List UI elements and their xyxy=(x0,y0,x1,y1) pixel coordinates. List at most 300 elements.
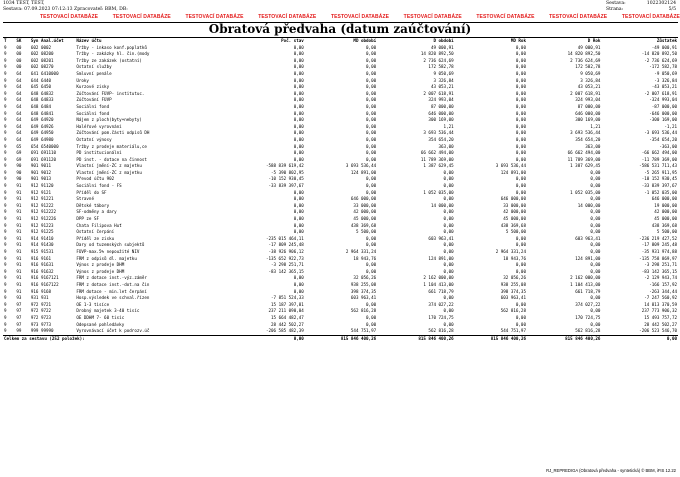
table-cell: 0,00 xyxy=(590,321,601,327)
table-cell: 9 xyxy=(4,117,7,123)
table-row xyxy=(3,51,678,58)
table-cell: 0,00 xyxy=(293,216,304,222)
table-cell: 0,00 xyxy=(293,209,304,215)
table-cell: 65 xyxy=(16,143,22,149)
table-row xyxy=(3,289,678,296)
column-header: T xyxy=(4,38,7,43)
table-cell: 0,00 xyxy=(443,222,454,228)
table-row xyxy=(3,170,678,177)
table-cell: -43 053,21 xyxy=(651,84,677,90)
table-row xyxy=(3,71,678,78)
table-cell: 0,00 xyxy=(443,242,454,248)
table-cell: 0,00 xyxy=(443,249,454,254)
table-cell: 912 912222 xyxy=(30,209,57,215)
table-cell: 1 387 629,45 xyxy=(570,163,601,169)
table-cell: 0,00 xyxy=(366,321,377,327)
table-cell: 0,00 xyxy=(366,44,377,50)
table-cell: 300 169,00 xyxy=(428,117,454,123)
table-cell: 91 xyxy=(16,288,22,294)
table-cell: 9 xyxy=(4,275,7,281)
table-cell: 64 xyxy=(16,130,22,136)
table-cell: 0,00 xyxy=(515,123,526,129)
table-cell: 0,00 xyxy=(515,268,526,274)
table-cell: 0,00 xyxy=(443,176,454,182)
table-cell: -2 736 624,69 xyxy=(644,57,677,63)
table-row xyxy=(3,203,678,210)
table-cell: 0,00 xyxy=(590,196,601,202)
table-cell: 11 789 369,00 xyxy=(567,156,601,162)
table-cell: Kurzové zisky xyxy=(76,84,110,90)
table-cell: 0,00 xyxy=(515,64,526,70)
table-cell: -363,00 xyxy=(659,143,677,149)
table-cell: 0,00 xyxy=(293,136,304,142)
table-row xyxy=(3,84,678,91)
table-cell: -33 839 397,67 xyxy=(641,183,677,189)
table-cell: 9 xyxy=(4,314,7,320)
table-cell: -235 015 464,11 xyxy=(265,235,304,241)
table-cell: 170 724,75 xyxy=(428,314,454,320)
report-header-left xyxy=(3,1,128,13)
table-cell: -9 050,69 xyxy=(654,70,677,76)
table-cell: 91 xyxy=(16,249,22,254)
table-cell: 912 91225 xyxy=(30,229,54,235)
table-cell: 691 691110 xyxy=(30,150,57,156)
table-cell: 0,00 xyxy=(443,183,454,189)
table-cell: 49 000,91 xyxy=(577,44,601,50)
header-line-2: Sestava: 07.09.2023 07:12:13 Zpracovateľ: BBM, DB: xyxy=(3,7,128,12)
table-cell: 562 816,28 xyxy=(428,328,454,334)
header-line-1: 1034 TEST, TEST, xyxy=(3,1,45,6)
table-cell: Nájem z ploch(byty+nebyty) xyxy=(76,117,142,123)
table-cell: 9 050,69 xyxy=(580,70,601,76)
table-cell: 9 xyxy=(4,281,7,287)
watermark-strip xyxy=(40,14,680,20)
table-cell: 9 xyxy=(4,130,7,136)
table-cell: 0,00 xyxy=(515,136,526,142)
total-label: Celkem za sestavu (252 položek): xyxy=(3,335,232,342)
table-cell: -263 344,44 xyxy=(649,288,677,294)
table-cell: 9 xyxy=(4,328,7,334)
table-cell: Vlastní jmění-ZC z majetku xyxy=(76,169,142,175)
table-cell: -2 007 618,91 xyxy=(644,90,677,96)
table-cell: 9 xyxy=(4,262,7,268)
table-cell: 00 xyxy=(16,51,22,57)
table-cell: 912 9121 xyxy=(30,189,52,195)
table-cell: -3 693 536,44 xyxy=(644,130,677,136)
table-cell: 0,00 xyxy=(293,64,304,70)
table-cell: 9 xyxy=(4,255,7,261)
table-row xyxy=(3,117,678,124)
table-cell: 931 931 xyxy=(30,295,49,301)
table-cell: Hosp.výsledek ve schval.řízen xyxy=(76,295,150,301)
table-cell: 91 xyxy=(16,255,22,261)
table-cell: 32 056,26 xyxy=(503,275,526,281)
table-cell: 0,00 xyxy=(590,169,601,175)
table-cell: DPP ze SF xyxy=(76,216,100,222)
table-cell: Ostatní služby xyxy=(76,64,112,70)
table-cell: Zúčtování pom.části odpisů DH xyxy=(76,130,150,136)
table-cell: -324 993,04 xyxy=(649,97,677,103)
table-cell: -66 662 494,00 xyxy=(641,150,677,156)
table-cell: FRM z odpisů dl. majetku xyxy=(76,255,137,261)
watermark-text: TESTOVACÍ DATABÁZE xyxy=(258,14,317,20)
table-cell: 0,00 xyxy=(443,321,454,327)
table-cell: 2 964 331,24 xyxy=(345,249,377,254)
table-cell: 90 xyxy=(16,163,22,169)
table-cell: 97 xyxy=(16,308,22,314)
table-cell: 3 693 536,44 xyxy=(423,130,454,136)
table-cell: 9 xyxy=(4,51,7,57)
table-row xyxy=(3,249,678,256)
table-cell: 0,00 xyxy=(293,130,304,136)
table-cell: 9 xyxy=(4,209,7,215)
table-cell: 124 891,00 xyxy=(428,255,454,261)
table-cell: 648 64841 xyxy=(30,110,54,116)
table-row xyxy=(3,315,678,322)
table-cell: 91 xyxy=(16,189,22,195)
table-cell: -3 326,84 xyxy=(654,77,677,83)
table-cell: Sociální fond - FS xyxy=(76,183,122,189)
table-cell: 972 9722 xyxy=(30,308,52,314)
table-cell: 0,00 xyxy=(293,70,304,76)
table-cell: Smluvní penále xyxy=(76,70,112,76)
total-value: 0,00 xyxy=(601,335,678,342)
watermark-text: TESTOVACÍ DATABÁZE xyxy=(112,14,171,20)
table-cell: 0,00 xyxy=(443,268,454,274)
table-row xyxy=(3,229,678,236)
table-cell: 603 963,41 xyxy=(575,235,601,241)
table-cell: 654 6540000 xyxy=(30,143,59,149)
table-cell: 0,00 xyxy=(443,216,454,222)
table-cell: 363,00 xyxy=(585,143,601,149)
table-cell: 00 xyxy=(16,57,22,63)
table-cell: 0,00 xyxy=(590,295,601,301)
column-header: Syn Anal.účet xyxy=(30,38,64,43)
table-cell: 9 xyxy=(4,143,7,149)
table-cell: Haléřové vyrovnání xyxy=(76,123,122,129)
table-cell: 42 000,00 xyxy=(353,209,377,215)
table-cell: 374 027,22 xyxy=(575,301,601,307)
report-header-right xyxy=(606,1,676,13)
table-cell: 45 000,00 xyxy=(353,216,377,222)
table-cell: 0,00 xyxy=(366,242,377,248)
table-cell: FRM z dotace inst.-dot.na čin xyxy=(76,281,150,287)
table-cell: 0,00 xyxy=(590,229,601,235)
table-cell: 0,00 xyxy=(293,84,304,90)
table-cell: 3 693 536,44 xyxy=(345,163,377,169)
table-cell: 646 000,00 xyxy=(500,196,526,202)
table-cell: 646 000,00 xyxy=(575,110,601,116)
column-header: MD období xyxy=(353,38,377,43)
table-cell: 0,00 xyxy=(293,156,304,162)
table-cell: 0,00 xyxy=(366,262,377,268)
table-cell: 91 xyxy=(16,183,22,189)
table-cell: 9 xyxy=(4,216,7,222)
table-cell: 0,00 xyxy=(293,97,304,103)
table-cell: 0,00 xyxy=(366,130,377,136)
table-cell: OE DDHM 7- 60 tisíc xyxy=(76,314,125,320)
table-cell: 64 xyxy=(16,103,22,109)
table-cell: -646 000,00 xyxy=(649,110,677,116)
table-cell: 0,00 xyxy=(366,176,377,182)
table-cell: Odepsané pohledávky xyxy=(76,321,125,327)
table-cell: 43 053,21 xyxy=(577,84,601,90)
table-cell: 354 654,20 xyxy=(428,136,454,142)
table-cell: -17 809 245,48 xyxy=(641,242,677,248)
table-cell: 0,00 xyxy=(590,222,601,228)
table-row xyxy=(3,130,678,137)
table-cell: 0,00 xyxy=(590,249,601,254)
total-row xyxy=(3,335,678,342)
table-cell: 66 662 494,00 xyxy=(567,150,601,156)
page-number: 5/5 xyxy=(668,7,676,12)
table-cell: 0,00 xyxy=(366,268,377,274)
table-cell: 14 000,00 xyxy=(430,202,454,208)
table-cell: PD inst. - dotace na činnost xyxy=(76,156,147,162)
table-cell: 91 xyxy=(16,229,22,235)
table-cell: 0,00 xyxy=(515,84,526,90)
table-cell: 91 xyxy=(16,275,22,281)
table-cell: 0,00 xyxy=(293,189,304,195)
table-cell: 914 91410 xyxy=(30,235,54,241)
table-cell: 91 xyxy=(16,209,22,215)
table-cell: 648 6484 xyxy=(30,103,52,109)
table-cell: -300 169,00 xyxy=(649,117,677,123)
table-row xyxy=(3,256,678,263)
table-cell: Tržby ze zakázek (ostatní) xyxy=(76,57,142,63)
table-cell: 0,00 xyxy=(443,196,454,202)
page-label: Strana: xyxy=(606,7,624,12)
table-cell: 0,00 xyxy=(366,77,377,83)
table-cell: 0,00 xyxy=(515,90,526,96)
table-cell: 0,00 xyxy=(366,136,377,142)
watermark-text: TESTOVACÍ DATABÁZE xyxy=(185,14,244,20)
table-cell: 562 816,28 xyxy=(500,308,526,314)
table-cell: 901 9011 xyxy=(30,163,52,169)
table-cell: 916 9167121 xyxy=(30,275,59,281)
table-cell: 9 xyxy=(4,103,7,109)
table-cell: 9 xyxy=(4,196,7,202)
table-cell: -5 265 911,95 xyxy=(644,169,677,175)
table-cell: 544 751,97 xyxy=(500,328,526,334)
table-row xyxy=(3,104,678,111)
table-cell: 0,00 xyxy=(293,51,304,57)
table-cell: 0,00 xyxy=(293,288,304,294)
table-cell: 1 052 035,00 xyxy=(570,189,601,195)
table-cell: 972 9721 xyxy=(30,301,52,307)
table-cell: 1 104 413,00 xyxy=(570,281,601,287)
table-cell: 1,21 xyxy=(590,123,601,129)
table-cell: 646 000,00 xyxy=(350,196,377,202)
table-cell: 91 xyxy=(16,196,22,202)
table-cell: 32 056,26 xyxy=(353,275,377,281)
table-cell: 11 789 369,00 xyxy=(420,156,454,162)
table-cell: 602 0002 xyxy=(30,44,52,50)
table-cell: 0,00 xyxy=(515,97,526,103)
table-cell: 0,00 xyxy=(293,90,304,96)
table-row xyxy=(3,157,678,164)
table-cell: 0,00 xyxy=(515,110,526,116)
balance-table xyxy=(3,38,678,342)
table-cell: 91 xyxy=(16,202,22,208)
table-cell: Výnos z prodeje DHM xyxy=(76,268,125,274)
table-cell: OE 1-3 tisíce xyxy=(76,301,110,307)
table-cell: 0,00 xyxy=(366,97,377,103)
table-cell: -87 000,00 xyxy=(651,103,677,109)
table-cell: Tržby z prodeje materiálu,ce xyxy=(76,143,147,149)
table-cell: 9 xyxy=(4,150,7,156)
table-cell: 0,00 xyxy=(590,209,601,215)
table-cell: 91 xyxy=(16,281,22,287)
table-cell: 43 053,21 xyxy=(430,84,454,90)
table-cell: 33 000,00 xyxy=(353,202,377,208)
table-cell: 91 xyxy=(16,222,22,228)
table-cell: 915 91531 xyxy=(30,249,54,254)
table-cell: 0,00 xyxy=(515,77,526,83)
table-cell: 9 xyxy=(4,183,7,189)
table-cell: -83 142 365,15 xyxy=(268,268,304,274)
table-row xyxy=(3,97,678,104)
table-cell: 0,00 xyxy=(515,44,526,50)
table-cell: Dětské tábory xyxy=(76,202,110,208)
table-cell: 912 912226 xyxy=(30,216,57,222)
table-cell: 0,00 xyxy=(515,242,526,248)
table-cell: 438 369,68 xyxy=(500,222,526,228)
table-cell: 0,00 xyxy=(293,202,304,208)
table-row xyxy=(3,209,678,216)
table-cell: 9 xyxy=(4,222,7,228)
table-cell: 33 000,00 xyxy=(503,202,526,208)
table-cell: 2 162 000,00 xyxy=(423,275,454,281)
table-row xyxy=(3,124,678,131)
table-cell: 64 xyxy=(16,110,22,116)
table-cell: 18 943,76 xyxy=(353,255,377,261)
table-cell: 0,00 xyxy=(515,235,526,241)
table-cell: -172 582,78 xyxy=(649,64,677,70)
table-cell: 916 91632 xyxy=(30,268,54,274)
table-cell: 97 xyxy=(16,321,22,327)
table-cell: Stravné xyxy=(76,196,94,202)
table-row xyxy=(3,176,678,183)
table-row xyxy=(3,269,678,276)
table-cell: 0,00 xyxy=(366,189,377,195)
table-cell: -586 531 711,43 xyxy=(639,163,677,169)
table-row xyxy=(3,78,678,85)
table-cell: 603 963,41 xyxy=(500,295,526,301)
table-cell: 646 000,00 xyxy=(651,196,677,202)
table-cell: 912 91120 xyxy=(30,183,54,189)
table-cell: 0,00 xyxy=(293,57,304,63)
table-cell: 916 9168 xyxy=(30,288,52,294)
table-cell: 9 xyxy=(4,242,7,248)
table-cell: 938 255,08 xyxy=(500,281,526,287)
table-row xyxy=(3,302,678,309)
table-cell: -10 152 930,45 xyxy=(268,176,304,182)
table-cell: 649 64926 xyxy=(30,123,54,129)
table-cell: 9 xyxy=(4,288,7,294)
table-cell: 172 582,78 xyxy=(428,64,454,70)
table-cell: 0,00 xyxy=(293,150,304,156)
table-cell: 0,00 xyxy=(293,117,304,123)
table-cell: 2 736 624,69 xyxy=(423,57,454,63)
table-cell: 1 052 035,00 xyxy=(423,189,454,195)
table-cell: 0,00 xyxy=(443,229,454,235)
table-cell: 15 187 397,81 xyxy=(271,301,304,307)
table-cell: Dary od tuzemských subjektů xyxy=(76,242,145,248)
table-cell: 00 xyxy=(16,44,22,50)
table-cell: 0,00 xyxy=(366,314,377,320)
table-cell: 9 xyxy=(4,110,7,116)
table-cell: 354 654,20 xyxy=(575,136,601,142)
table-cell: 3 326,84 xyxy=(433,77,454,83)
column-header: SK xyxy=(16,38,22,43)
total-value: 815 846 400,26 xyxy=(455,335,527,342)
table-cell: 28 442 502,27 xyxy=(271,321,304,327)
table-cell: 91 xyxy=(16,268,22,274)
table-cell: 0,00 xyxy=(515,176,526,182)
table-cell: 0,00 xyxy=(590,176,601,182)
table-cell: 9 xyxy=(4,176,7,182)
table-cell: 14 820 892,50 xyxy=(567,51,601,57)
table-cell: 15 664 482,47 xyxy=(271,314,304,320)
table-cell: 363,00 xyxy=(438,143,454,149)
table-cell: 646 000,00 xyxy=(428,110,454,116)
table-cell: 602 08201 xyxy=(30,57,54,63)
table-row xyxy=(3,282,678,289)
table-cell: -1 052 035,00 xyxy=(644,189,677,195)
table-cell: FRM dotace - min.let čerpání xyxy=(76,288,147,294)
table-cell: 644 6440 xyxy=(30,77,52,83)
table-cell: 00 xyxy=(16,64,22,70)
table-cell: 9 050,69 xyxy=(433,70,454,76)
table-cell: 0,00 xyxy=(293,281,304,287)
table-cell: Tržby - inkaso konf.poplatků xyxy=(76,44,147,50)
table-cell: 87 000,00 xyxy=(430,103,454,109)
table-row xyxy=(3,196,678,203)
table-cell: -7 851 524,33 xyxy=(271,295,304,301)
table-cell: -135 652 922,73 xyxy=(265,255,304,261)
table-cell: 9 xyxy=(4,136,7,142)
total-value: 815 846 400,26 xyxy=(527,335,601,342)
table-cell: 64 xyxy=(16,77,22,83)
table-cell: 2 007 618,91 xyxy=(423,90,454,96)
table-cell: 172 582,78 xyxy=(575,64,601,70)
report-id-label: Sestava: xyxy=(606,1,626,6)
table-cell: Úroky xyxy=(76,77,89,83)
table-cell: 916 9161 xyxy=(30,255,52,261)
column-header: Poč. stav xyxy=(281,38,304,43)
table-cell: 0,00 xyxy=(366,57,377,63)
table-cell: -5 390 802,95 xyxy=(271,169,304,175)
table-row xyxy=(3,216,678,223)
table-cell: 9 xyxy=(4,77,7,83)
table-cell: 97 xyxy=(16,314,22,320)
watermark-text: TESTOVACÍ DATABÁZE xyxy=(330,14,390,20)
table-cell: -206 585 482,39 xyxy=(265,328,304,334)
table-cell: Sociální fond xyxy=(76,110,110,116)
table-cell: -135 758 869,97 xyxy=(639,255,677,261)
table-cell: 0,00 xyxy=(443,262,454,268)
table-cell: 916 9167122 xyxy=(30,281,59,287)
table-cell: 99 xyxy=(16,328,22,334)
table-cell: 0,00 xyxy=(443,308,454,314)
table-cell: 649 64920 xyxy=(30,117,54,123)
table-cell: 374 027,22 xyxy=(428,301,454,307)
table-cell: 691 691120 xyxy=(30,156,57,162)
table-cell: 901 9012 xyxy=(30,169,52,175)
table-cell: -38 926 906,12 xyxy=(268,249,304,254)
table-cell: 9 xyxy=(4,123,7,129)
